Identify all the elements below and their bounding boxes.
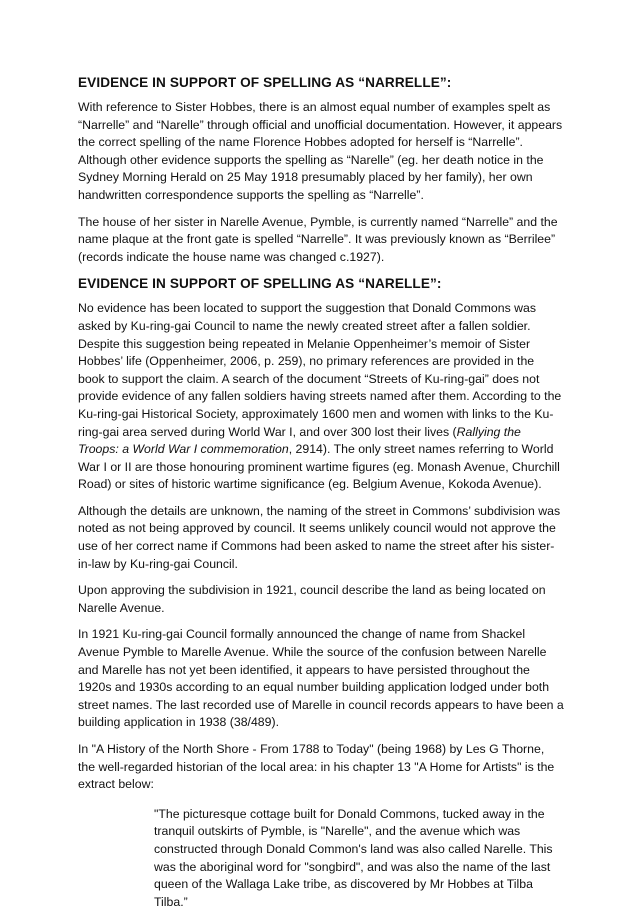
document-page bbox=[78, 74, 564, 920]
section-heading-narrelle: EVIDENCE IN SUPPORT OF SPELLING AS “NARRELLE”: bbox=[78, 75, 452, 90]
paragraph-naming-unknown: Although the details are unknown, the naming of the street in Commons’ subdivision was noted as not being approved by council. It seems unlikely council would not approve the use of her correct name if Commons had been asked to name the street after his sister-in-law by Ku-ring-gai Council. bbox=[78, 503, 561, 571]
paragraph-name-change: In 1921 Ku-ring-gai Council formally announced the change of name from Shackel Avenue Pymble to Marelle Avenue. While the source of the confusion between Narelle and Marelle has not yet been identified, it appears to have persisted throughout the 1920s and 1930s according to an equal number building application lodged under both street names. The last recorded use of Marelle in council records appears to have been a building application in 1938 (38/489). bbox=[78, 627, 564, 730]
paragraph-subdivision: Upon approving the subdivision in 1921, council describe the land as being located on Narelle Avenue. bbox=[78, 583, 546, 615]
paragraph-no-evidence-text-a: No evidence has been located to support the suggestion that Donald Commons was asked by Ku-ring-gai Council to name the newly created street after a fallen soldier. Despite this suggestion being repeated in Melanie Oppenheimer’s memoir of Sister Hobbes’ life (Oppenheimer, 2006, p. 259), no primary references are provided in the book to support the claim. A search of the document “Streets of Ku-ring-gai” does not provide evidence of any fallen soldiers having streets named after them. According to the Ku-ring-gai Historical Society, approximately 1600 men and women with links to the Ku-ring-gai area served during World War I, and over 300 lost their lives ( bbox=[78, 301, 562, 439]
paragraph-no-evidence bbox=[78, 300, 564, 494]
paragraph-history-book: In "A History of the North Shore - From 1788 to Today" (being 1968) by Les G Thorne, the well-regarded historian of the local area: in his chapter 13 "A Home for Artists" is the extract below: bbox=[78, 742, 555, 792]
paragraph-no-evidence-text-b: , 2914). The only street names referring to World War I or II are those honouring prominent wartime figures (eg. Monash Avenue, Churchill Road) or sites of historic wartime significance (eg. Belgium Avenue, Kokoda Avenue). bbox=[78, 442, 560, 492]
paragraph-narrelle-evidence: With reference to Sister Hobbes, there is an almost equal number of examples spelt as “Narrelle” and “Narelle” through official and unofficial documentation. However, it appears the correct spelling of the name Florence Hobbes adopted for herself is “Narrelle”. Although other evidence supports the spelling as “Narelle” (eg. her death notice in the Sydney Morning Herald on 25 May 1918 presumably placed by her family), her own handwritten correspondence supports the spelling as “Narrelle”. bbox=[78, 100, 563, 202]
paragraph-house-name: The house of her sister in Narelle Avenue, Pymble, is currently named “Narrelle” and the name plaque at the front gate is spelled “Narrelle”. It was previously known as “Berrilee” (records indicate the house name was changed c.1927). bbox=[78, 214, 558, 264]
block-quote: "The picturesque cottage built for Donald Commons, tucked away in the tranquil outskirts of Pymble, is "Narelle", and the avenue which was constructed through Donald Common's land was also called Narelle. This was the aboriginal word for "songbird", and was also the name of the last queen of the Wallaga Lake tribe, as discovered by Mr Hobbes at Tilba Tilba.” bbox=[154, 806, 553, 909]
citation-title: Rallying the Troops: a World War I commemoration bbox=[78, 424, 521, 457]
section-heading-narelle: EVIDENCE IN SUPPORT OF SPELLING AS “NARELLE”: bbox=[78, 276, 442, 292]
